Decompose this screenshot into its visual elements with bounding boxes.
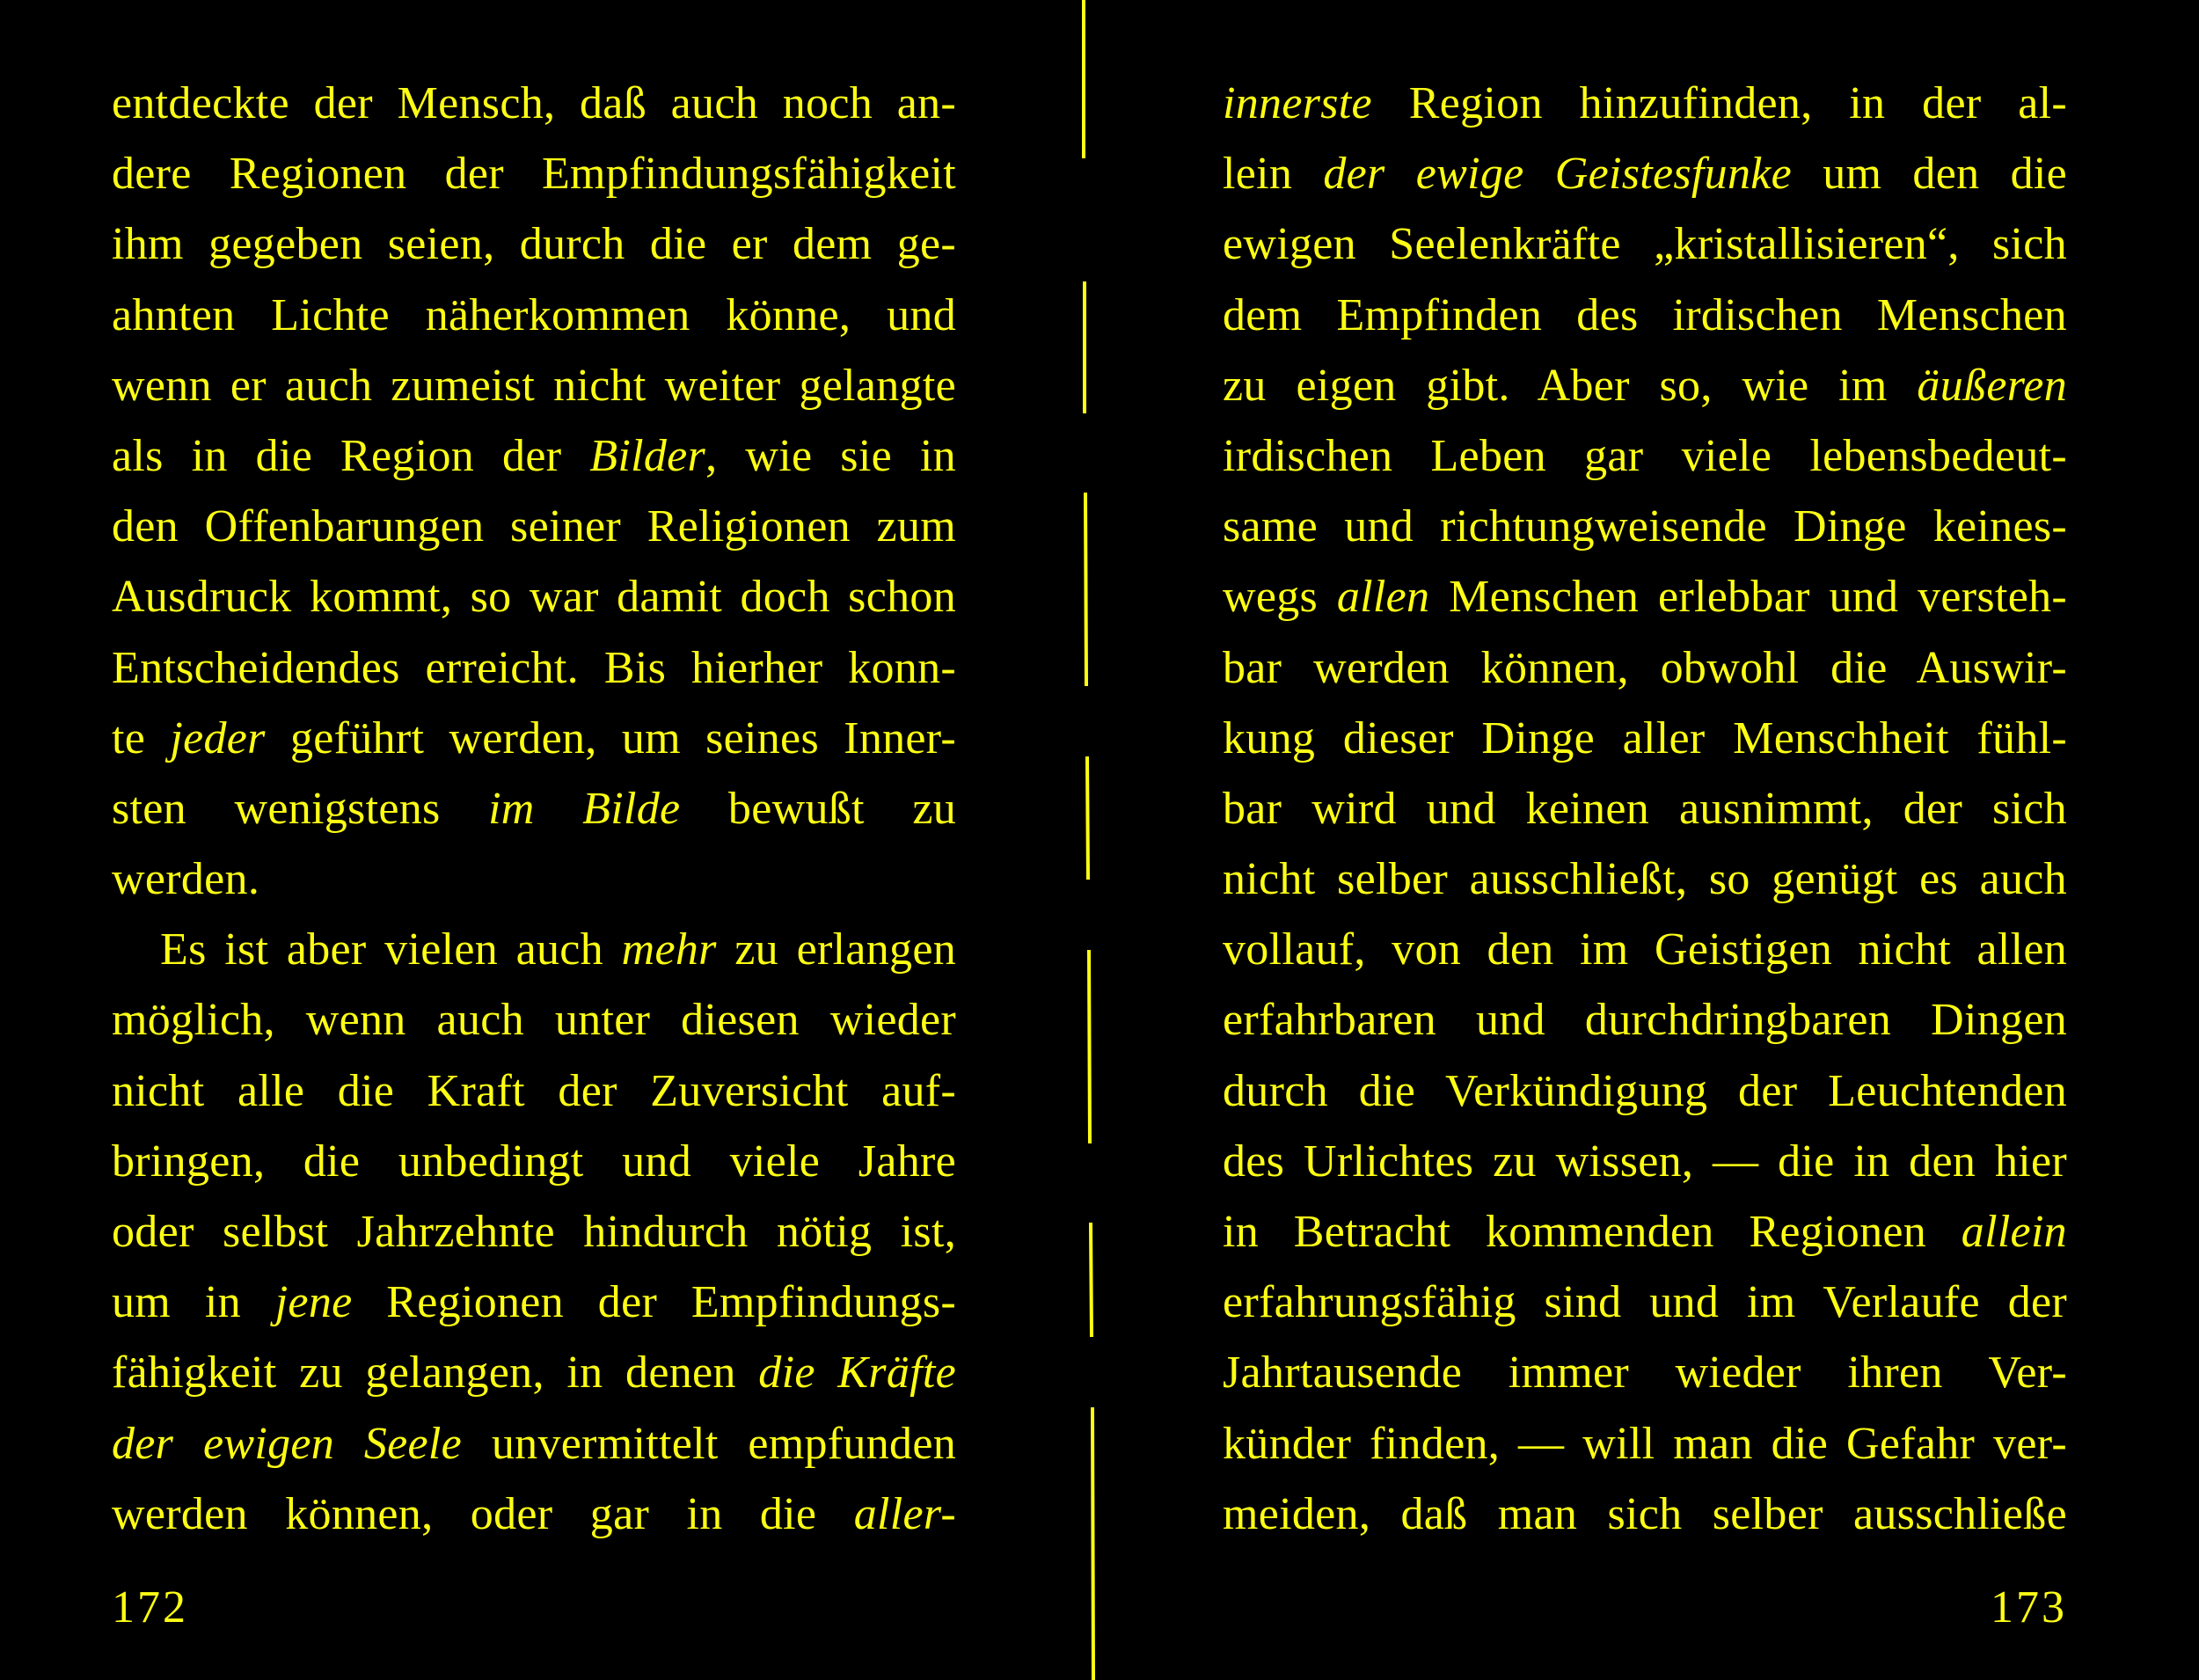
text-run: unvermittelt empfunden: [462, 1418, 956, 1469]
text-line: [1223, 421, 2067, 492]
text-run: fähigkeit zu gelangen, in denen: [112, 1348, 759, 1399]
text-run: dere Regionen der Empfindungsfähigkeit: [112, 149, 956, 200]
text-run: erfahrbaren und durchdringbaren Dingen: [1223, 995, 2067, 1046]
text-line: [1223, 985, 2067, 1055]
text-run: um in: [112, 1277, 275, 1328]
text-run: lein: [1223, 149, 1324, 200]
text-run: bringen, die unbedingt und viele Jahre: [112, 1136, 956, 1187]
text-line: [112, 1267, 956, 1338]
italic-text: äußeren: [1917, 360, 2067, 411]
italic-text: jeder: [170, 712, 266, 763]
right-page: [1108, 0, 2199, 1680]
gutter-line: [1080, 0, 1085, 1680]
text-line: [112, 844, 956, 915]
text-run: zu eigen gibt. Aber so, wie im: [1223, 360, 1918, 411]
text-run: werden können, oder gar in die: [112, 1488, 854, 1539]
italic-text: Bilder: [589, 430, 706, 481]
text-run: sten wenigstens: [112, 783, 489, 834]
text-line: [1223, 1127, 2067, 1197]
text-run: te: [112, 712, 171, 763]
text-run: entdeckte der Mensch, daß auch noch an-: [112, 78, 956, 128]
text-run: meiden, daß man sich selber ausschließe: [1223, 1488, 2067, 1539]
right-page-text: [1223, 69, 2067, 1550]
text-line: [112, 1127, 956, 1197]
italic-text: die Kräfte: [758, 1348, 956, 1399]
text-run: nicht selber ausschließt, so genügt es auch: [1223, 854, 2067, 905]
text-run: bewußt zu: [680, 783, 956, 834]
text-line: [1223, 1338, 2067, 1408]
text-run: wenn er auch zumeist nicht weiter gelangte: [112, 360, 956, 411]
text-line: [112, 774, 956, 844]
text-run: Regionen der Empfindungs-: [352, 1277, 956, 1328]
text-line: [1223, 1267, 2067, 1338]
text-line: [1223, 1479, 2067, 1550]
text-line: [1223, 492, 2067, 562]
text-run: oder selbst Jahrzehnte hindurch nötig ist,: [112, 1207, 956, 1257]
text-run: Region hinzufinden, in der al-: [1371, 78, 2067, 128]
text-run: geführt werden, um seines Inner-: [265, 712, 956, 763]
left-page-text: [112, 69, 956, 1550]
text-run: dem Empfinden des irdischen Menschen: [1223, 289, 2067, 340]
text-run: durch die Verkündigung der Leuchtenden: [1223, 1065, 2067, 1116]
text-line: [1223, 139, 2067, 209]
text-line: [112, 281, 956, 351]
text-line: [1223, 281, 2067, 351]
text-run: kung dieser Dinge aller Menschheit fühl-: [1223, 712, 2067, 763]
text-line: [112, 985, 956, 1055]
text-line: [1223, 69, 2067, 139]
text-run: künder finden, — will man die Gefahr ver-: [1223, 1418, 2067, 1469]
text-run: den Offenbarungen seiner Religionen zum: [112, 501, 956, 552]
text-line: [1223, 1056, 2067, 1127]
text-line: [112, 1409, 956, 1479]
text-run: Entscheidendes erreicht. Bis hierher konn-: [112, 642, 956, 693]
text-line: [112, 69, 956, 139]
text-line: [1223, 915, 2067, 985]
text-run: irdischen Leben gar viele lebensbedeut-: [1223, 430, 2067, 481]
left-page-number: 172: [112, 1582, 188, 1633]
text-run: werden.: [112, 854, 260, 905]
text-line: [112, 1479, 956, 1550]
italic-text: allen: [1336, 572, 1430, 623]
italic-text: jene: [274, 1277, 353, 1328]
left-page: [0, 0, 1091, 1680]
text-line: [1223, 1197, 2067, 1267]
italic-text: der ewigen Seele: [112, 1418, 463, 1469]
text-run: wegs: [1223, 572, 1337, 623]
text-run: möglich, wenn auch unter diesen wieder: [112, 995, 956, 1046]
text-run: ahnten Lichte näherkommen könne, und: [112, 289, 956, 340]
text-line: [1223, 209, 2067, 280]
text-line: [1223, 1409, 2067, 1479]
text-line: [112, 1197, 956, 1267]
text-run: Jahrtausende immer wieder ihren Ver-: [1223, 1348, 2067, 1399]
text-run: nicht alle die Kraft der Zuversicht auf-: [112, 1065, 956, 1116]
text-line: [112, 492, 956, 562]
italic-text: mehr: [621, 924, 717, 975]
right-page-number: 173: [1991, 1582, 2067, 1633]
text-line: [112, 562, 956, 632]
text-run: in Betracht kommenden Regionen: [1223, 1207, 1962, 1257]
text-line: [112, 915, 956, 985]
text-line: [1223, 633, 2067, 704]
text-run: , wie sie in: [705, 430, 956, 481]
text-run: Ausdruck kommt, so war damit doch schon: [112, 572, 956, 623]
italic-text: der ewige Geistesfunke: [1323, 149, 1793, 200]
text-line: [112, 1338, 956, 1408]
italic-text: allein: [1961, 1207, 2067, 1257]
text-run: ewigen Seelenkräfte „kristallisieren“, sich: [1223, 219, 2067, 270]
text-line: [112, 704, 956, 774]
text-line: [112, 351, 956, 421]
italic-text: im Bilde: [488, 783, 681, 834]
text-run: bar werden können, obwohl die Auswir-: [1223, 642, 2067, 693]
text-line: [1223, 704, 2067, 774]
text-line: [1223, 844, 2067, 915]
text-line: [1223, 562, 2067, 632]
text-run: same und richtungweisende Dinge keines-: [1223, 501, 2067, 552]
text-line: [112, 421, 956, 492]
italic-text: aller-: [853, 1488, 956, 1539]
text-run: zu erlangen: [716, 924, 957, 975]
text-line: [112, 209, 956, 280]
text-run: erfahrungsfähig sind und im Verlaufe der: [1223, 1277, 2067, 1328]
text-run: Menschen erlebbar und versteh-: [1429, 572, 2067, 623]
text-run: ihm gegeben seien, durch die er dem ge-: [112, 219, 956, 270]
text-run: Es ist aber vielen auch: [160, 924, 622, 975]
text-line: [112, 1056, 956, 1127]
text-line: [112, 633, 956, 704]
text-run: um den die: [1792, 149, 2067, 200]
text-run: des Urlichtes zu wissen, — die in den hier: [1223, 1136, 2067, 1187]
text-run: bar wird und keinen ausnimmt, der sich: [1223, 783, 2067, 834]
text-line: [112, 139, 956, 209]
text-line: [1223, 351, 2067, 421]
text-run: vollauf, von den im Geistigen nicht allen: [1223, 924, 2067, 975]
text-line: [1223, 774, 2067, 844]
text-run: als in die Region der: [112, 430, 590, 481]
italic-text: innerste: [1223, 78, 1372, 128]
